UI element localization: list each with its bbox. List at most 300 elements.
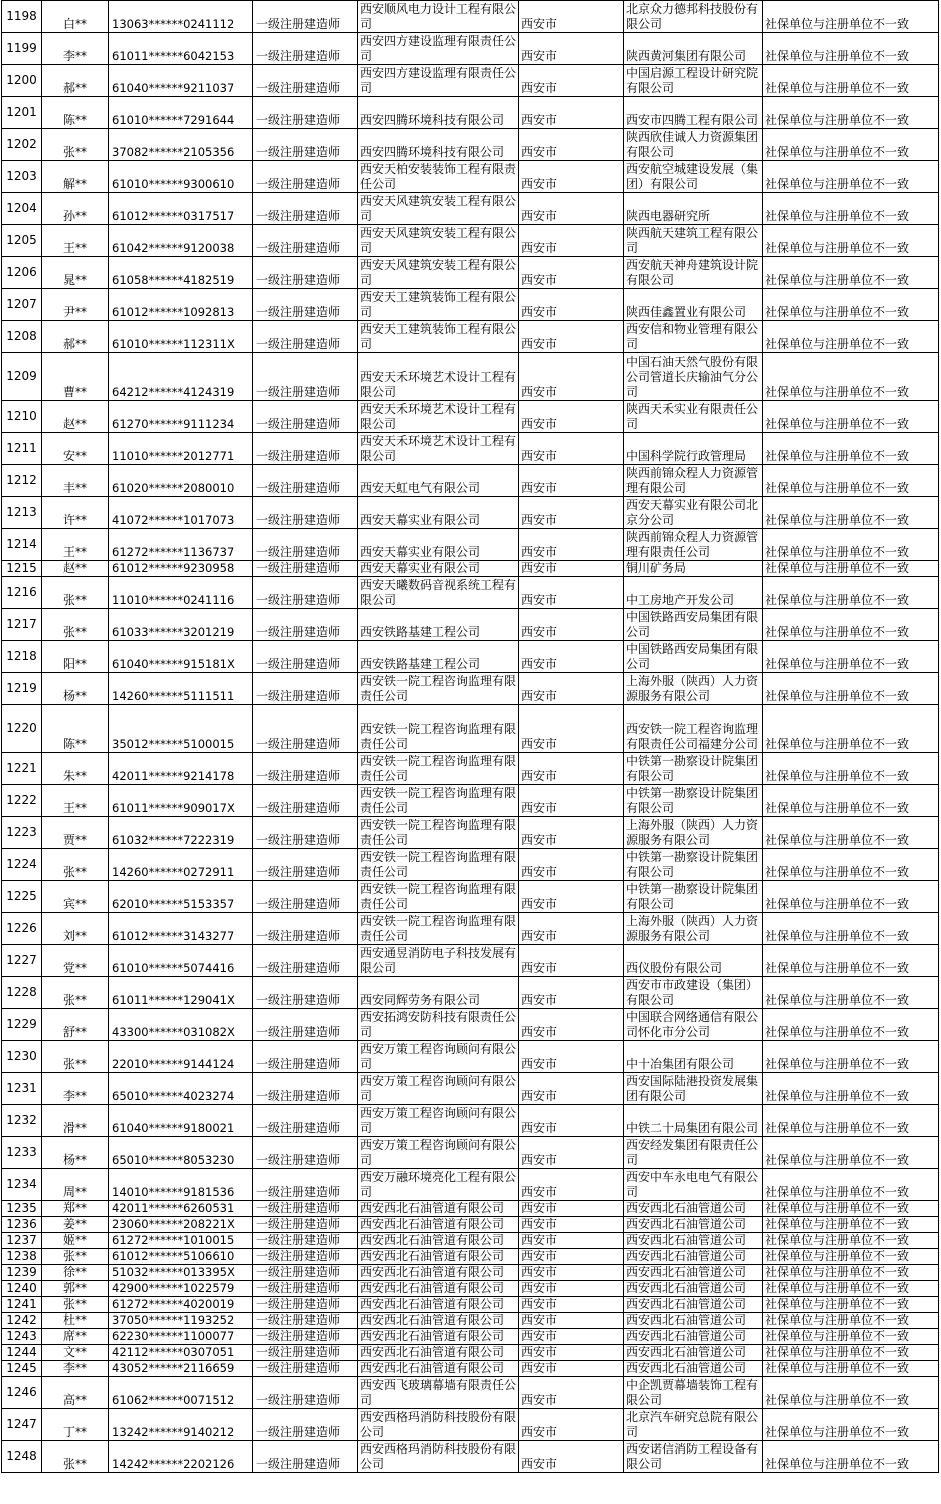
qualification-type-cell: 一级注册建造师 [253,1009,358,1041]
person-name-cell: 郝** [42,65,109,97]
table-body [2,1,939,1473]
id-number-cell: 61011******129041X [109,977,253,1009]
qualification-type-cell: 一级注册建造师 [253,1361,358,1377]
person-name-cell: 张** [42,1041,109,1073]
person-name-cell: 张** [42,129,109,161]
social-security-company-cell: 西仪股份有限公司 [624,945,763,977]
city-cell: 西安市 [519,609,624,641]
registered-company-cell: 西安西格玛消防科技股份有限公司 [358,1441,519,1473]
id-number-cell: 62230******1100077 [109,1329,253,1345]
qualification-type-cell: 一级注册建造师 [253,1345,358,1361]
id-number-cell: 65010******4023274 [109,1073,253,1105]
row-number-cell: 1227 [2,945,42,977]
qualification-type-cell: 一级注册建造师 [253,1297,358,1313]
social-security-company-cell: 西安航空城建设发展（集团）有限公司 [624,161,763,193]
row-number-cell: 1222 [2,785,42,817]
social-security-company-cell: 中国启源工程设计研究院有限公司 [624,65,763,97]
city-cell: 西安市 [519,1,624,33]
mismatch-reason-cell: 社保单位与注册单位不一致 [763,577,939,609]
mismatch-reason-cell: 社保单位与注册单位不一致 [763,257,939,289]
registered-company-cell: 西安西北石油管道有限公司 [358,1345,519,1361]
id-number-cell: 61033******3201219 [109,609,253,641]
row-number-cell: 1247 [2,1409,42,1441]
id-number-cell: 14010******9181536 [109,1169,253,1201]
row-number-cell: 1224 [2,849,42,881]
registered-company-cell: 西安天柏安装装饰工程有限责任公司 [358,161,519,193]
mismatch-reason-cell: 社保单位与注册单位不一致 [763,849,939,881]
registered-company-cell: 西安万策工程咨询顾问有限公司 [358,1105,519,1137]
table-row [2,97,939,129]
id-number-cell: 65010******8053230 [109,1137,253,1169]
row-number-cell: 1199 [2,33,42,65]
table-row [2,849,939,881]
mismatch-reason-cell: 社保单位与注册单位不一致 [763,193,939,225]
row-number-cell: 1225 [2,881,42,913]
id-number-cell: 61011******909017X [109,785,253,817]
person-name-cell: 曹** [42,353,109,401]
mismatch-reason-cell: 社保单位与注册单位不一致 [763,1169,939,1201]
table-row [2,1409,939,1441]
qualification-type-cell: 一级注册建造师 [253,641,358,673]
table-row [2,529,939,561]
qualification-type-cell: 一级注册建造师 [253,33,358,65]
id-number-cell: 14260******0272911 [109,849,253,881]
qualification-type-cell: 一级注册建造师 [253,225,358,257]
person-name-cell: 孙** [42,193,109,225]
city-cell: 西安市 [519,817,624,849]
mismatch-reason-cell: 社保单位与注册单位不一致 [763,1441,939,1473]
registered-company-cell: 西安天幕实业有限公司 [358,561,519,577]
city-cell: 西安市 [519,497,624,529]
person-name-cell: 解** [42,161,109,193]
row-number-cell: 1208 [2,321,42,353]
city-cell: 西安市 [519,1233,624,1249]
row-number-cell: 1238 [2,1249,42,1265]
registered-company-cell: 西安西飞玻璃幕墙有限责任公司 [358,1377,519,1409]
city-cell: 西安市 [519,705,624,753]
mismatch-reason-cell: 社保单位与注册单位不一致 [763,1297,939,1313]
id-number-cell: 61272******4020019 [109,1297,253,1313]
social-security-company-cell: 中国联合网络通信有限公司怀化市分公司 [624,1009,763,1041]
id-number-cell: 61020******2080010 [109,465,253,497]
person-name-cell: 席** [42,1329,109,1345]
person-name-cell: 张** [42,577,109,609]
table-row [2,33,939,65]
person-name-cell: 许** [42,497,109,529]
social-security-company-cell: 上海外服（陕西）人力资源服务有限公司 [624,913,763,945]
city-cell: 西安市 [519,193,624,225]
social-security-company-cell: 陕西前锦众程人力资源管理有限责任公司 [624,529,763,561]
city-cell: 西安市 [519,353,624,401]
social-security-company-cell: 陕西电器研究所 [624,193,763,225]
registered-company-cell: 西安天风建筑安装工程有限公司 [358,225,519,257]
person-name-cell: 张** [42,977,109,1009]
row-number-cell: 1202 [2,129,42,161]
city-cell: 西安市 [519,257,624,289]
city-cell: 西安市 [519,881,624,913]
id-number-cell: 35012******5100015 [109,705,253,753]
qualification-type-cell: 一级注册建造师 [253,977,358,1009]
table-row [2,129,939,161]
id-number-cell: 13242******9140212 [109,1409,253,1441]
qualification-type-cell: 一级注册建造师 [253,1217,358,1233]
person-name-cell: 周** [42,1169,109,1201]
row-number-cell: 1218 [2,641,42,673]
table-row [2,1233,939,1249]
qualification-type-cell: 一级注册建造师 [253,129,358,161]
social-security-company-cell: 西安西北石油管道公司 [624,1217,763,1233]
id-number-cell: 62010******5153357 [109,881,253,913]
social-security-company-cell: 中国科学院行政管理局 [624,433,763,465]
id-number-cell: 61062******0071512 [109,1377,253,1409]
qualification-type-cell: 一级注册建造师 [253,1041,358,1073]
qualification-type-cell: 一级注册建造师 [253,705,358,753]
person-name-cell: 党** [42,945,109,977]
person-name-cell: 郑** [42,1201,109,1217]
person-name-cell: 张** [42,1297,109,1313]
registered-company-cell: 西安天工建筑装饰工程有限公司 [358,321,519,353]
mismatch-reason-cell: 社保单位与注册单位不一致 [763,497,939,529]
table-row [2,1137,939,1169]
city-cell: 西安市 [519,673,624,705]
mismatch-reason-cell: 社保单位与注册单位不一致 [763,817,939,849]
social-security-company-cell: 西安航天神舟建筑设计院有限公司 [624,257,763,289]
qualification-type-cell: 一级注册建造师 [253,881,358,913]
person-name-cell: 郝** [42,321,109,353]
row-number-cell: 1234 [2,1169,42,1201]
table-row [2,1169,939,1201]
qualification-type-cell: 一级注册建造师 [253,321,358,353]
registered-company-cell: 西安西北石油管道有限公司 [358,1201,519,1217]
row-number-cell: 1239 [2,1265,42,1281]
person-name-cell: 张** [42,609,109,641]
registered-company-cell: 西安四方建设监理有限责任公司 [358,65,519,97]
person-name-cell: 陈** [42,705,109,753]
qualification-type-cell: 一级注册建造师 [253,1281,358,1297]
row-number-cell: 1213 [2,497,42,529]
row-number-cell: 1243 [2,1329,42,1345]
person-name-cell: 张** [42,1441,109,1473]
person-name-cell: 白** [42,1,109,33]
registered-company-cell: 西安顺风电力设计工程有限公司 [358,1,519,33]
social-security-company-cell: 陕西天禾实业有限责任公司 [624,401,763,433]
social-security-company-cell: 西安市四腾工程有限公司 [624,97,763,129]
qualification-type-cell: 一级注册建造师 [253,1249,358,1265]
table-row [2,817,939,849]
table-row [2,1249,939,1265]
person-name-cell: 尹** [42,289,109,321]
mismatch-reason-cell: 社保单位与注册单位不一致 [763,785,939,817]
id-number-cell: 61012******5106610 [109,1249,253,1265]
table-row [2,321,939,353]
registered-company-cell: 西安万融环境亮化工程有限公司 [358,1169,519,1201]
table-row [2,705,939,753]
mismatch-reason-cell: 社保单位与注册单位不一致 [763,129,939,161]
city-cell: 西安市 [519,97,624,129]
mismatch-reason-cell: 社保单位与注册单位不一致 [763,1137,939,1169]
row-number-cell: 1212 [2,465,42,497]
registered-company-cell: 西安拓鸿安防科技有限责任公司 [358,1009,519,1041]
social-security-company-cell: 西安西北石油管道公司 [624,1233,763,1249]
social-security-company-cell: 上海外服（陕西）人力资源服务有限公司 [624,817,763,849]
qualification-type-cell: 一级注册建造师 [253,401,358,433]
mismatch-reason-cell: 社保单位与注册单位不一致 [763,1073,939,1105]
mismatch-reason-cell: 社保单位与注册单位不一致 [763,1009,939,1041]
table-row [2,1441,939,1473]
mismatch-reason-cell: 社保单位与注册单位不一致 [763,945,939,977]
social-security-company-cell: 西安中车永电电气有限公司 [624,1169,763,1201]
table-row [2,1217,939,1233]
id-number-cell: 61040******915181X [109,641,253,673]
registered-company-cell: 西安万策工程咨询顾问有限公司 [358,1041,519,1073]
table-row [2,161,939,193]
mismatch-reason-cell: 社保单位与注册单位不一致 [763,1329,939,1345]
person-name-cell: 杨** [42,673,109,705]
mismatch-reason-cell: 社保单位与注册单位不一致 [763,1217,939,1233]
city-cell: 西安市 [519,1169,624,1201]
mismatch-reason-cell: 社保单位与注册单位不一致 [763,881,939,913]
qualification-type-cell: 一级注册建造师 [253,465,358,497]
registered-company-cell: 西安天虹电气有限公司 [358,465,519,497]
table-row [2,641,939,673]
table-row [2,225,939,257]
city-cell: 西安市 [519,1329,624,1345]
qualification-type-cell: 一级注册建造师 [253,849,358,881]
id-number-cell: 23060******208221X [109,1217,253,1233]
id-number-cell: 61010******112311X [109,321,253,353]
table-row [2,497,939,529]
person-name-cell: 舒** [42,1009,109,1041]
qualification-type-cell: 一级注册建造师 [253,1105,358,1137]
registered-company-cell: 西安四方建设监理有限责任公司 [358,33,519,65]
city-cell: 西安市 [519,1441,624,1473]
table-row [2,1297,939,1313]
row-number-cell: 1207 [2,289,42,321]
table-row [2,1073,939,1105]
person-name-cell: 赵** [42,401,109,433]
social-security-company-cell: 中国铁路西安局集团有限公司 [624,641,763,673]
mismatch-reason-cell: 社保单位与注册单位不一致 [763,529,939,561]
social-security-company-cell: 西安西北石油管道公司 [624,1329,763,1345]
city-cell: 西安市 [519,1361,624,1377]
row-number-cell: 1226 [2,913,42,945]
row-number-cell: 1216 [2,577,42,609]
registered-company-cell: 西安同辉劳务有限公司 [358,977,519,1009]
id-number-cell: 11010******2012771 [109,433,253,465]
social-security-company-cell: 陕西欣佳诚人力资源集团有限公司 [624,129,763,161]
row-number-cell: 1229 [2,1009,42,1041]
row-number-cell: 1220 [2,705,42,753]
registered-company-cell: 西安铁一院工程咨询监理有限责任公司 [358,881,519,913]
id-number-cell: 61040******9180021 [109,1105,253,1137]
qualification-type-cell: 一级注册建造师 [253,1233,358,1249]
social-security-company-cell: 西安信和物业管理有限公司 [624,321,763,353]
table-row [2,1345,939,1361]
social-security-company-cell: 中十冶集团有限公司 [624,1041,763,1073]
table-row [2,289,939,321]
person-name-cell: 王** [42,785,109,817]
id-number-cell: 37082******2105356 [109,129,253,161]
mismatch-reason-cell: 社保单位与注册单位不一致 [763,705,939,753]
city-cell: 西安市 [519,1265,624,1281]
mismatch-reason-cell: 社保单位与注册单位不一致 [763,289,939,321]
city-cell: 西安市 [519,1313,624,1329]
table-row [2,1281,939,1297]
qualification-type-cell: 一级注册建造师 [253,1137,358,1169]
city-cell: 西安市 [519,161,624,193]
row-number-cell: 1209 [2,353,42,401]
city-cell: 西安市 [519,753,624,785]
social-security-company-cell: 陕西航天建筑工程有限公司 [624,225,763,257]
qualification-type-cell: 一级注册建造师 [253,1441,358,1473]
registered-company-cell: 西安天风建筑安装工程有限公司 [358,193,519,225]
qualification-type-cell: 一级注册建造师 [253,97,358,129]
registered-company-cell: 西安铁一院工程咨询监理有限责任公司 [358,817,519,849]
registered-company-cell: 西安万策工程咨询顾问有限公司 [358,1137,519,1169]
qualification-type-cell: 一级注册建造师 [253,1313,358,1329]
city-cell: 西安市 [519,401,624,433]
mismatch-reason-cell: 社保单位与注册单位不一致 [763,225,939,257]
table-row [2,1105,939,1137]
city-cell: 西安市 [519,129,624,161]
row-number-cell: 1232 [2,1105,42,1137]
qualification-type-cell: 一级注册建造师 [253,609,358,641]
social-security-company-cell: 西安西北石油管道公司 [624,1201,763,1217]
row-number-cell: 1228 [2,977,42,1009]
table-row [2,465,939,497]
mismatch-reason-cell: 社保单位与注册单位不一致 [763,1233,939,1249]
id-number-cell: 61011******6042153 [109,33,253,65]
social-security-company-cell: 中铁第一勘察设计院集团有限公司 [624,753,763,785]
qualification-type-cell: 一级注册建造师 [253,817,358,849]
table-row [2,609,939,641]
person-name-cell: 姬** [42,1233,109,1249]
row-number-cell: 1214 [2,529,42,561]
social-security-company-cell: 西安西北石油管道公司 [624,1297,763,1313]
mismatch-reason-cell: 社保单位与注册单位不一致 [763,561,939,577]
registered-company-cell: 西安西北石油管道有限公司 [358,1249,519,1265]
row-number-cell: 1223 [2,817,42,849]
table-row [2,193,939,225]
mismatch-reason-cell: 社保单位与注册单位不一致 [763,1265,939,1281]
social-security-company-cell: 上海外服（陕西）人力资源服务有限公司 [624,673,763,705]
registered-company-cell: 西安天曦数码音视系统工程有限公司 [358,577,519,609]
id-number-cell: 22010******9144124 [109,1041,253,1073]
social-security-company-cell: 中工房地产开发公司 [624,577,763,609]
city-cell: 西安市 [519,1105,624,1137]
row-number-cell: 1201 [2,97,42,129]
social-security-company-cell: 中铁第一勘察设计院集团有限公司 [624,881,763,913]
person-name-cell: 王** [42,529,109,561]
id-number-cell: 51032******013395X [109,1265,253,1281]
table-row [2,1009,939,1041]
table-row [2,401,939,433]
social-security-company-cell: 中企凯贾幕墙装饰工程有限公司 [624,1377,763,1409]
person-name-cell: 陈** [42,97,109,129]
row-number-cell: 1235 [2,1201,42,1217]
qualification-type-cell: 一级注册建造师 [253,193,358,225]
row-number-cell: 1205 [2,225,42,257]
id-number-cell: 42112******0307051 [109,1345,253,1361]
city-cell: 西安市 [519,433,624,465]
social-security-company-cell: 中铁第一勘察设计院集团有限公司 [624,849,763,881]
id-number-cell: 11010******0241116 [109,577,253,609]
row-number-cell: 1215 [2,561,42,577]
social-security-company-cell: 中国铁路西安局集团有限公司 [624,609,763,641]
qualification-type-cell: 一级注册建造师 [253,561,358,577]
city-cell: 西安市 [519,1409,624,1441]
mismatch-reason-cell: 社保单位与注册单位不一致 [763,1249,939,1265]
qualification-type-cell: 一级注册建造师 [253,257,358,289]
id-number-cell: 61012******0317517 [109,193,253,225]
qualification-type-cell: 一级注册建造师 [253,65,358,97]
registered-company-cell: 西安铁一院工程咨询监理有限责任公司 [358,785,519,817]
social-security-company-cell: 西安诺信消防工程设备有限公司 [624,1441,763,1473]
person-name-cell: 贾** [42,817,109,849]
table-row [2,1313,939,1329]
mismatch-reason-cell: 社保单位与注册单位不一致 [763,1345,939,1361]
id-number-cell: 61010******9300610 [109,161,253,193]
mismatch-reason-cell: 社保单位与注册单位不一致 [763,609,939,641]
city-cell: 西安市 [519,945,624,977]
id-number-cell: 14242******2202126 [109,1441,253,1473]
registered-company-cell: 西安西北石油管道有限公司 [358,1361,519,1377]
table-row [2,1377,939,1409]
person-name-cell: 赵** [42,561,109,577]
social-security-company-cell: 西安经发集团有限责任公司 [624,1137,763,1169]
id-number-cell: 61032******7222319 [109,817,253,849]
id-number-cell: 61012******9230958 [109,561,253,577]
id-number-cell: 61272******1136737 [109,529,253,561]
table-row [2,945,939,977]
qualification-type-cell: 一级注册建造师 [253,289,358,321]
id-number-cell: 43300******031082X [109,1009,253,1041]
person-name-cell: 高** [42,1377,109,1409]
id-number-cell: 41072******1017073 [109,497,253,529]
row-number-cell: 1230 [2,1041,42,1073]
registered-company-cell: 西安西北石油管道有限公司 [358,1265,519,1281]
table-row [2,257,939,289]
registered-company-cell: 西安天工建筑装饰工程有限公司 [358,289,519,321]
qualification-type-cell: 一级注册建造师 [253,1377,358,1409]
registered-company-cell: 西安西北石油管道有限公司 [358,1281,519,1297]
social-security-company-cell: 西安西北石油管道公司 [624,1249,763,1265]
city-cell: 西安市 [519,1217,624,1233]
qualification-type-cell: 一级注册建造师 [253,1169,358,1201]
registered-company-cell: 西安铁路基建工程公司 [358,641,519,673]
social-security-company-cell: 西安西北石油管道公司 [624,1361,763,1377]
table-row [2,65,939,97]
id-number-cell: 61040******9211037 [109,65,253,97]
registered-company-cell: 西安西北石油管道有限公司 [358,1233,519,1249]
table-row [2,577,939,609]
registered-company-cell: 西安铁路基建工程公司 [358,609,519,641]
city-cell: 西安市 [519,1281,624,1297]
mismatch-reason-cell: 社保单位与注册单位不一致 [763,33,939,65]
qualification-type-cell: 一级注册建造师 [253,785,358,817]
id-number-cell: 64212******4124319 [109,353,253,401]
table-row [2,561,939,577]
qualification-type-cell: 一级注册建造师 [253,1073,358,1105]
row-number-cell: 1221 [2,753,42,785]
row-number-cell: 1244 [2,1345,42,1361]
person-name-cell: 张** [42,1249,109,1265]
mismatch-reason-cell: 社保单位与注册单位不一致 [763,401,939,433]
mismatch-reason-cell: 社保单位与注册单位不一致 [763,161,939,193]
registered-company-cell: 西安天幕实业有限公司 [358,497,519,529]
id-number-cell: 61012******3143277 [109,913,253,945]
qualification-type-cell: 一级注册建造师 [253,1201,358,1217]
